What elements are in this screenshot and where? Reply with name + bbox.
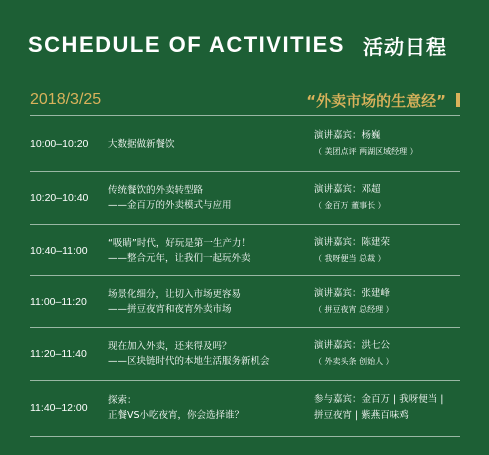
speaker-name: 演讲嘉宾：张建峰 (314, 288, 391, 299)
divider (30, 380, 460, 381)
schedule-row (0, 118, 489, 170)
session-speaker (314, 328, 474, 380)
speaker-title: （ 拼豆夜宵 总经理 ） (314, 305, 394, 314)
speaker-name: 参与嘉宾：金百万 | 我呀便当 | (314, 394, 444, 405)
speaker-list: 拼豆夜宵 | 紫燕百味鸡 (314, 410, 409, 421)
date-theme-row (30, 88, 460, 112)
schedule-row (0, 328, 489, 380)
theme-title (306, 90, 460, 111)
topic-line: 传统餐饮的外卖转型路 (108, 185, 204, 196)
session-speaker (314, 382, 474, 434)
topic-line: 场景化细分，让切入市场更容易 (108, 289, 242, 300)
topic-line: “吸睛”时代，好玩是第一生产力！ (108, 238, 251, 249)
event-date: 2018/3/25 (30, 91, 102, 108)
divider (30, 436, 460, 437)
session-topic (108, 118, 308, 170)
speaker-name: 演讲嘉宾：邓超 (314, 184, 381, 195)
speaker-title: （ 金百万 董事长 ） (314, 201, 386, 210)
title-english: SCHEDULE OF ACTIVITIES (28, 32, 345, 57)
speaker-name: 演讲嘉宾：杨巍 (314, 130, 381, 141)
session-time: 11:00–11:20 (30, 296, 87, 308)
page-header (28, 27, 468, 63)
topic-subline: ——金百万的外卖模式与应用 (108, 200, 232, 211)
topic-line: 现在加入外卖，还来得及吗？ (108, 341, 232, 352)
session-topic (108, 328, 308, 380)
topic-subline: ——整合元年，让我们一起玩外卖 (108, 253, 251, 264)
session-speaker (314, 172, 474, 224)
session-topic (108, 382, 308, 434)
speaker-title: （ 我呀便当 总裁 ） (314, 254, 386, 263)
topic-line: 大数据做新餐饮 (108, 138, 175, 150)
schedule-row (0, 172, 489, 224)
session-topic (108, 276, 308, 328)
topic-line: 探索： (108, 395, 137, 406)
speaker-title: （ 美团点评 两湖区域经理 ） (314, 147, 418, 156)
topic-subline: 正餐VS小吃夜宵，你会选择谁？ (108, 410, 245, 421)
schedule-row (0, 276, 489, 328)
speaker-name: 演讲嘉宾：陈建荣 (314, 237, 391, 248)
session-time: 10:00–10:20 (30, 138, 89, 150)
session-speaker (314, 118, 474, 170)
session-time: 11:40–12:00 (30, 402, 88, 414)
title-chinese: 活动日程 (362, 34, 447, 59)
speaker-title: （ 外卖头条 创始人 ） (314, 357, 394, 366)
session-time: 10:40–11:00 (30, 245, 88, 257)
session-speaker (314, 225, 474, 277)
theme-text: “外卖市场的生意经” (306, 91, 446, 110)
topic-subline: ——区块链时代的本地生活服务新机会 (108, 356, 270, 367)
theme-accent-bar (456, 93, 460, 107)
topic-subline: ——拼豆夜宵和夜宵外卖市场 (108, 304, 232, 315)
divider (30, 115, 460, 116)
session-topic (108, 172, 308, 224)
session-time: 11:20–11:40 (30, 348, 87, 360)
schedule-row (0, 225, 489, 277)
session-topic (108, 225, 308, 277)
session-time: 10:20–10:40 (30, 192, 89, 204)
speaker-name: 演讲嘉宾：洪七公 (314, 340, 391, 351)
schedule-row (0, 382, 489, 434)
session-speaker (314, 276, 474, 328)
